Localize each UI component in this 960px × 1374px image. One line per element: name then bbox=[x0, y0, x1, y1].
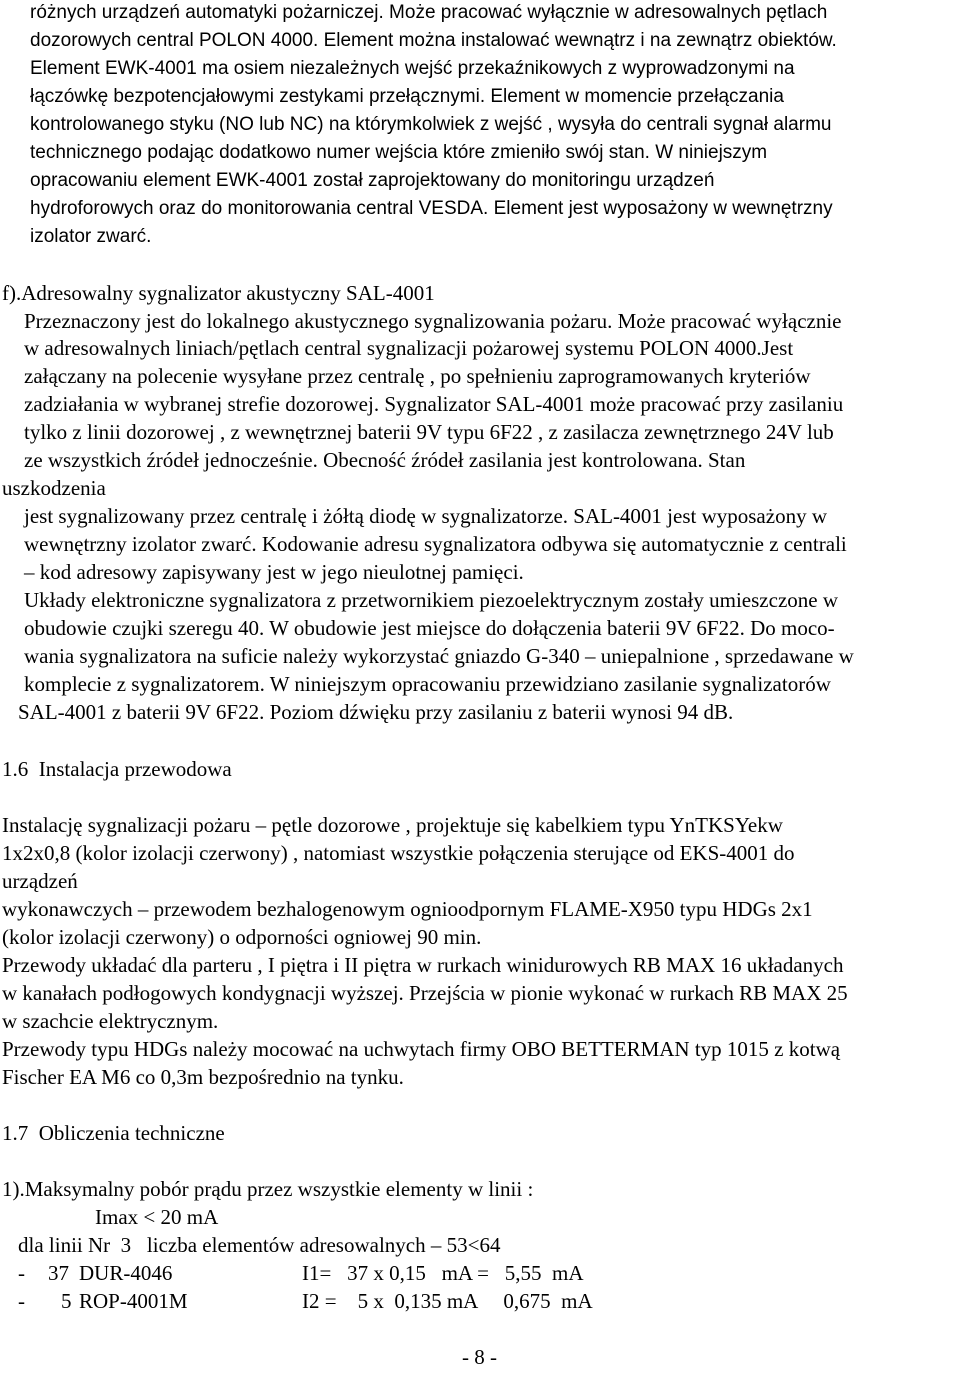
calc-element-name: ROP-4001M bbox=[79, 1289, 188, 1313]
section-f-line: wania sygnalizatora na suficie należy wykorzystać gniazdo G-340 – uniepalnione , sprzedawane w bbox=[24, 644, 854, 668]
calc-formula: I2 = 5 x 0,135 mA 0,675 mA bbox=[302, 1289, 593, 1313]
section-f-line: uszkodzenia bbox=[2, 476, 106, 500]
intro-line: łączówkę bezpotencjałowymi zestykami przełącznymi. Element w momencie przełączania bbox=[30, 86, 784, 107]
section-f-line: Przeznaczony jest do lokalnego akustycznego sygnalizowania pożaru. Może pracować wyłącznie bbox=[24, 309, 842, 333]
intro-line: izolator zwarć. bbox=[30, 226, 152, 247]
page-number: - 8 - bbox=[462, 1345, 497, 1369]
section-f-line: – kod adresowy zapisywany jest w jego nieulotnej pamięci. bbox=[24, 560, 524, 584]
section-f-line: w adresowalnych liniach/pętlach central sygnalizacji pożarowej systemu POLON 4000.Jest bbox=[24, 336, 794, 360]
section-17-heading: 1.7 Obliczenia techniczne bbox=[2, 1121, 225, 1145]
section-f-line: jest sygnalizowany przez centralę i żółtą diodę w sygnalizatorze. SAL-4001 jest wyposażony w bbox=[24, 504, 827, 528]
section-16-line: Instalację sygnalizacji pożaru – pętle dozorowe , projektuje się kabelkiem typu YnTKSYekw bbox=[2, 813, 783, 837]
section-f-line: wewnętrzny izolator zwarć. Kodowanie adresu sygnalizatora odbywa się automatycznie z centrali bbox=[24, 532, 847, 556]
section-f-line: SAL-4001 z baterii 9V 6F22. Poziom dźwięku przy zasilaniu z baterii wynosi 94 dB. bbox=[18, 700, 734, 724]
section-16-line: Przewody typu HDGs należy mocować na uchwytach firmy OBO BETTERMAN typ 1015 z kotwą bbox=[2, 1037, 841, 1061]
line-info: dla linii Nr 3 liczba elementów adresowalnych – 53<64 bbox=[18, 1233, 501, 1257]
section-f-line: załączany na polecenie wysyłane przez centralę , po spełnieniu zaprogramowanych kryteriów bbox=[24, 364, 811, 388]
section-f-line: zadziałania w wybranej strefie dozorowej. Sygnalizator SAL-4001 może pracować przy zasilaniu bbox=[24, 392, 844, 416]
section-f-line: komplecie z sygnalizatorem. W niniejszym opracowaniu przewidziano zasilanie sygnalizatorów bbox=[24, 672, 831, 696]
intro-line: kontrolowanego styku (NO lub NC) na którymkolwiek z wejść , wysyła do centrali sygnał alarmu bbox=[30, 114, 832, 135]
intro-line: Element EWK-4001 ma osiem niezależnych wejść przekaźnikowych z wyprowadzonymi na bbox=[30, 58, 795, 79]
calc-element-name: DUR-4046 bbox=[79, 1261, 173, 1285]
section-16-line: w szachcie elektrycznym. bbox=[2, 1009, 219, 1033]
intro-line: różnych urządzeń automatyki pożarniczej. Może pracować wyłącznie w adresowalnych pętlach bbox=[30, 2, 828, 23]
section-16-line: (kolor izolacji czerwony) o odporności ogniowej 90 min. bbox=[2, 925, 482, 949]
calc-dash: - bbox=[18, 1261, 25, 1285]
intro-line: dozorowych central POLON 4000. Element można instalować wewnątrz i na zewnątrz obiektów. bbox=[30, 30, 837, 51]
section-16-line: w kanałach podłogowych kondygnacji wyższej. Przejścia w pionie wykonać w rurkach RB MAX 25 bbox=[2, 981, 848, 1005]
section-f-line: ze wszystkich źródeł jednocześnie. Obecność źródeł zasilania jest kontrolowana. Stan bbox=[24, 448, 746, 472]
section-16-heading: 1.6 Instalacja przewodowa bbox=[2, 757, 232, 781]
intro-line: opracowaniu element EWK-4001 został zaprojektowany do monitoringu urządzeń bbox=[30, 170, 715, 191]
calc-count: 5 bbox=[61, 1289, 72, 1313]
section-f-line: tylko z linii dozorowej , z wewnętrznej baterii 9V typu 6F22 , z zasilacza zewnętrznego 24V lub bbox=[24, 420, 834, 444]
section-16-line: urządzeń bbox=[2, 869, 78, 893]
imax-value: Imax < 20 mA bbox=[95, 1205, 219, 1229]
calc-count: 37 bbox=[48, 1261, 69, 1285]
intro-line: hydroforowych oraz do monitorowania central VESDA. Element jest wyposażony w wewnętrzny bbox=[30, 198, 833, 219]
section-f-line: obudowie czujki szeregu 40. W obudowie jest miejsce do dołączenia baterii 9V 6F22. Do moco- bbox=[24, 616, 835, 640]
intro-line: technicznego podając dodatkowo numer wejścia które zmieniło swój stan. W niniejszym bbox=[30, 142, 768, 163]
calc-item-1: 1).Maksymalny pobór prądu przez wszystkie elementy w linii : bbox=[2, 1177, 534, 1201]
calc-dash: - bbox=[18, 1289, 25, 1313]
section-f-line: Układy elektroniczne sygnalizatora z przetwornikiem piezoelektrycznym zostały umieszczone w bbox=[24, 588, 838, 612]
section-16-line: Fischer EA M6 co 0,3m bezpośrednio na tynku. bbox=[2, 1065, 404, 1089]
calc-formula: I1= 37 x 0,15 mA = 5,55 mA bbox=[302, 1261, 584, 1285]
section-16-line: Przewody układać dla parteru , I piętra i II piętra w rurkach winidurowych RB MAX 16 układanych bbox=[2, 953, 844, 977]
section-16-line: wykonawczych – przewodem bezhalogenowym ognioodpornym FLAME-X950 typu HDGs 2x1 bbox=[2, 897, 813, 921]
section-16-line: 1x2x0,8 (kolor izolacji czerwony) , natomiast wszystkie połączenia sterujące od EKS-4001 do bbox=[2, 841, 795, 865]
section-f-heading: f).Adresowalny sygnalizator akustyczny SAL-4001 bbox=[2, 281, 435, 305]
